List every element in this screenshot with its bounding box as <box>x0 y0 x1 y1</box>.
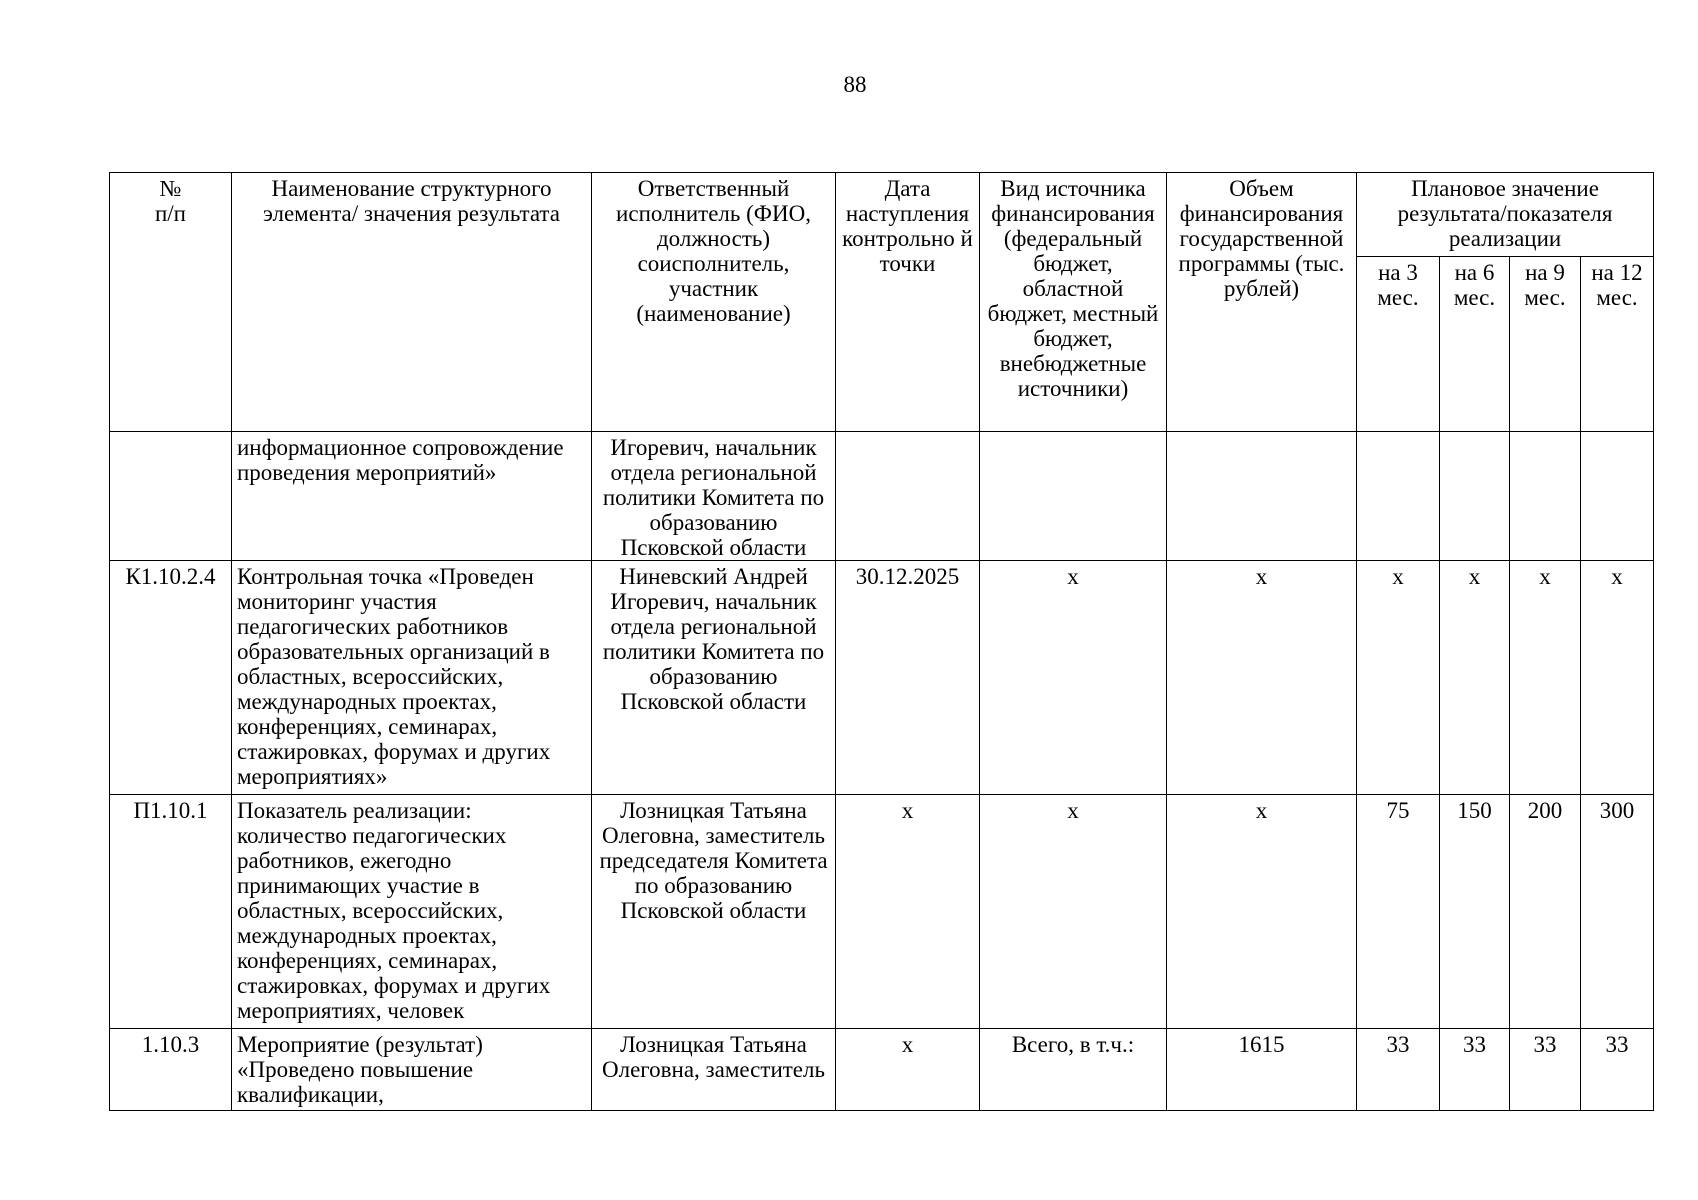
row-m12: х <box>1581 561 1654 795</box>
row-num: 1.10.3 <box>110 1029 232 1111</box>
row-m12 <box>1581 432 1654 561</box>
header-m6: на 6 мес. <box>1440 257 1510 432</box>
row-m9: 33 <box>1510 1029 1581 1111</box>
row-volume: х <box>1167 795 1357 1029</box>
row-source: Всего, в т.ч.: <box>980 1029 1167 1111</box>
row-date <box>836 432 980 561</box>
row-responsible: Игоревич, начальник отдела региональной политики Комитета по образованию Псковской области <box>592 432 836 561</box>
row-volume <box>1167 432 1357 561</box>
row-m12: 300 <box>1581 795 1654 1029</box>
table-row <box>110 1029 1654 1111</box>
row-num: К1.10.2.4 <box>110 561 232 795</box>
row-m3: х <box>1357 561 1440 795</box>
row-name: Мероприятие (результат) «Проведено повышение квалификации, <box>232 1029 592 1111</box>
row-source <box>980 432 1167 561</box>
page-number: 88 <box>843 72 867 97</box>
row-responsible: Ниневский Андрей Игоревич, начальник отдела региональной политики Комитета по образованию Псковской области <box>592 561 836 795</box>
row-name: Показатель реализации: количество педагогических работников, ежегодно принимающих участие в областных, всероссийских, международных проектах, конференциях, семинарах, стажировках, форумах и других мероприятиях, человек <box>232 795 592 1029</box>
row-name: информационное сопровождение проведения мероприятий» <box>232 432 592 561</box>
row-num <box>110 432 232 561</box>
table-row <box>110 795 1654 1029</box>
row-num: П1.10.1 <box>110 795 232 1029</box>
row-m12: 33 <box>1581 1029 1654 1111</box>
row-m3: 33 <box>1357 1029 1440 1111</box>
row-m6: х <box>1440 561 1510 795</box>
row-volume: 1615 <box>1167 1029 1357 1111</box>
row-m9: х <box>1510 561 1581 795</box>
row-volume: х <box>1167 561 1357 795</box>
header-responsible: Ответственный исполнитель (ФИО, должность) соисполнитель, участник (наименование) <box>592 173 836 432</box>
row-responsible: Лозницкая Татьяна Олеговна, заместитель председателя Комитета по образованию Псковской области <box>592 795 836 1029</box>
row-source: х <box>980 561 1167 795</box>
table-row <box>110 432 1654 561</box>
row-m9 <box>1510 432 1581 561</box>
row-m3 <box>1357 432 1440 561</box>
header-volume: Объем финансирования государственной программы (тыс. рублей) <box>1167 173 1357 432</box>
header-row <box>110 173 1654 257</box>
table-row <box>110 561 1654 795</box>
header-m3: на 3 мес. <box>1357 257 1440 432</box>
row-date: 30.12.2025 <box>836 561 980 795</box>
row-m6: 33 <box>1440 1029 1510 1111</box>
header-name: Наименование структурного элемента/ значения результата <box>232 173 592 432</box>
row-responsible: Лозницкая Татьяна Олеговна, заместитель <box>592 1029 836 1111</box>
header-date: Дата наступления контрольно й точки <box>836 173 980 432</box>
row-date: х <box>836 1029 980 1111</box>
row-source: х <box>980 795 1167 1029</box>
row-m3: 75 <box>1357 795 1440 1029</box>
row-name: Контрольная точка «Проведен мониторинг участия педагогических работников образовательных организаций в областных, всероссийских, международных проектах, конференциях, семинарах, стажировках, форумах и других мероприятиях» <box>232 561 592 795</box>
row-m9: 200 <box>1510 795 1581 1029</box>
header-plan: Плановое значение результата/показателя реализации <box>1357 173 1654 257</box>
header-m9: на 9 мес. <box>1510 257 1581 432</box>
header-m12: на 12 мес. <box>1581 257 1654 432</box>
header-source: Вид источника финансирования (федеральный бюджет, областной бюджет, местный бюджет, внебюджетные источники) <box>980 173 1167 432</box>
header-num: № п/п <box>110 173 232 432</box>
row-date: х <box>836 795 980 1029</box>
program-table <box>109 172 1654 1111</box>
row-m6 <box>1440 432 1510 561</box>
row-m6: 150 <box>1440 795 1510 1029</box>
